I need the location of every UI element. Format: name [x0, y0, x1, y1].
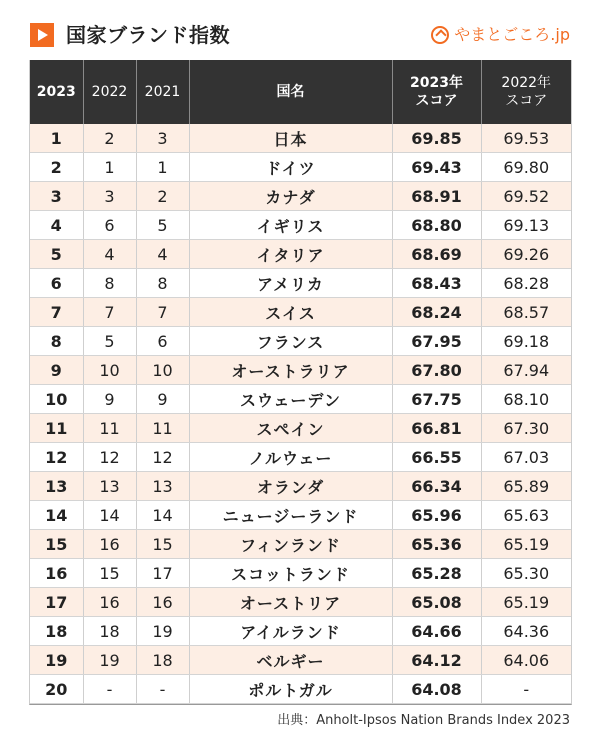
score-2023-cell: 67.95 [392, 327, 481, 356]
col-header-rank-2021: 2021 [136, 60, 189, 124]
rank-2022-cell: 13 [83, 472, 136, 501]
score-2023-cell: 65.28 [392, 559, 481, 588]
country-name-cell: カナダ [189, 182, 392, 211]
brand-name: やまとごころ.jp [454, 25, 570, 44]
score-2022-cell: 65.19 [481, 588, 571, 617]
source-note: 出典：Anholt-Ipsos Nation Brands Index 2023 [277, 713, 570, 728]
rank-2023-cell: 12 [30, 443, 83, 472]
table-row [30, 559, 571, 588]
country-name-cell: オーストラリア [189, 356, 392, 385]
country-name-cell: イタリア [189, 240, 392, 269]
rank-2022-cell: 12 [83, 443, 136, 472]
col-header-score-2022: 2022年 スコア [481, 60, 571, 124]
score-2022-cell: 69.13 [481, 211, 571, 240]
rank-2021-cell: 11 [136, 414, 189, 443]
table-row [30, 530, 571, 559]
rank-2021-cell: 18 [136, 646, 189, 675]
country-name-cell: ニュージーランド [189, 501, 392, 530]
rank-2023-cell: 8 [30, 327, 83, 356]
country-name-cell: ドイツ [189, 153, 392, 182]
score-2023-cell: 66.55 [392, 443, 481, 472]
table-row [30, 182, 571, 211]
score-2023-cell: 68.69 [392, 240, 481, 269]
col-header-rank-2022: 2022 [83, 60, 136, 124]
rank-2021-cell: 8 [136, 269, 189, 298]
rank-2023-cell: 3 [30, 182, 83, 211]
ranking-table [30, 60, 571, 704]
rank-2022-cell: 1 [83, 153, 136, 182]
score-2022-cell: 65.30 [481, 559, 571, 588]
score-2022-cell: 69.18 [481, 327, 571, 356]
country-name-cell: アメリカ [189, 269, 392, 298]
table-row [30, 472, 571, 501]
table-row [30, 588, 571, 617]
rank-2021-cell: 9 [136, 385, 189, 414]
rank-2022-cell: 19 [83, 646, 136, 675]
table-row [30, 385, 571, 414]
play-icon [30, 23, 54, 47]
rank-2023-cell: 2 [30, 153, 83, 182]
rank-2021-cell: 14 [136, 501, 189, 530]
rank-2022-cell: 11 [83, 414, 136, 443]
rank-2022-cell: 2 [83, 124, 136, 153]
score-2022-cell: 65.63 [481, 501, 571, 530]
score-2023-cell: 66.34 [392, 472, 481, 501]
rank-2023-cell: 10 [30, 385, 83, 414]
table-row [30, 240, 571, 269]
table-row [30, 298, 571, 327]
rank-2023-cell: 9 [30, 356, 83, 385]
score-2023-cell: 69.85 [392, 124, 481, 153]
score-2023-cell: 64.08 [392, 675, 481, 704]
col-header-score-2023: 2023年 スコア [392, 60, 481, 124]
rank-2021-cell: 7 [136, 298, 189, 327]
score-2022-cell: 67.94 [481, 356, 571, 385]
score-2022-cell: 65.89 [481, 472, 571, 501]
rank-2022-cell: 18 [83, 617, 136, 646]
rank-2022-cell: 14 [83, 501, 136, 530]
rank-2021-cell: 13 [136, 472, 189, 501]
table-row [30, 443, 571, 472]
table-row [30, 327, 571, 356]
rank-2023-cell: 19 [30, 646, 83, 675]
rank-2021-cell: - [136, 675, 189, 704]
table-row [30, 356, 571, 385]
rank-2021-cell: 1 [136, 153, 189, 182]
rank-2021-cell: 3 [136, 124, 189, 153]
score-2023-cell: 68.43 [392, 269, 481, 298]
col-header-country: 国名 [189, 60, 392, 124]
score-2022-cell: 69.80 [481, 153, 571, 182]
country-name-cell: スイス [189, 298, 392, 327]
score-2023-cell: 64.66 [392, 617, 481, 646]
rank-2022-cell: 7 [83, 298, 136, 327]
table-row [30, 269, 571, 298]
rank-2022-cell: 8 [83, 269, 136, 298]
rank-2021-cell: 16 [136, 588, 189, 617]
score-2022-cell: 68.10 [481, 385, 571, 414]
score-2022-cell: 69.53 [481, 124, 571, 153]
country-name-cell: ポルトガル [189, 675, 392, 704]
page-title: 国家ブランド指数 [66, 23, 230, 47]
table-row [30, 124, 571, 153]
table-row [30, 153, 571, 182]
rank-2023-cell: 16 [30, 559, 83, 588]
country-name-cell: ベルギー [189, 646, 392, 675]
rank-2023-cell: 5 [30, 240, 83, 269]
score-2023-cell: 65.96 [392, 501, 481, 530]
country-name-cell: スペイン [189, 414, 392, 443]
score-2022-cell: 69.52 [481, 182, 571, 211]
rank-2021-cell: 5 [136, 211, 189, 240]
rank-2023-cell: 7 [30, 298, 83, 327]
country-name-cell: フランス [189, 327, 392, 356]
rank-2022-cell: 5 [83, 327, 136, 356]
yamatogokoro-logo-icon [431, 26, 449, 44]
rank-2022-cell: 9 [83, 385, 136, 414]
rank-2022-cell: 16 [83, 588, 136, 617]
rank-2021-cell: 10 [136, 356, 189, 385]
page-header [30, 20, 570, 50]
rank-2021-cell: 17 [136, 559, 189, 588]
country-name-cell: オーストリア [189, 588, 392, 617]
score-2022-cell: 69.26 [481, 240, 571, 269]
score-2022-cell: 68.57 [481, 298, 571, 327]
score-2023-cell: 64.12 [392, 646, 481, 675]
rank-2023-cell: 11 [30, 414, 83, 443]
rank-2023-cell: 18 [30, 617, 83, 646]
table-row [30, 211, 571, 240]
rank-2022-cell: 10 [83, 356, 136, 385]
rank-2022-cell: 15 [83, 559, 136, 588]
table-row [30, 501, 571, 530]
rank-2023-cell: 14 [30, 501, 83, 530]
country-name-cell: オランダ [189, 472, 392, 501]
table-body [30, 124, 571, 704]
rank-2023-cell: 17 [30, 588, 83, 617]
score-2022-cell: 64.36 [481, 617, 571, 646]
score-2023-cell: 69.43 [392, 153, 481, 182]
rank-2021-cell: 2 [136, 182, 189, 211]
rank-2023-cell: 15 [30, 530, 83, 559]
score-2023-cell: 68.91 [392, 182, 481, 211]
score-2022-cell: 67.30 [481, 414, 571, 443]
score-2022-cell: 68.28 [481, 269, 571, 298]
rank-2023-cell: 13 [30, 472, 83, 501]
country-name-cell: フィンランド [189, 530, 392, 559]
rank-2021-cell: 4 [136, 240, 189, 269]
rank-2022-cell: 3 [83, 182, 136, 211]
rank-2023-cell: 6 [30, 269, 83, 298]
score-2022-cell: - [481, 675, 571, 704]
table-row [30, 675, 571, 704]
country-name-cell: イギリス [189, 211, 392, 240]
table-row [30, 617, 571, 646]
score-2022-cell: 67.03 [481, 443, 571, 472]
rank-2022-cell: - [83, 675, 136, 704]
score-2022-cell: 65.19 [481, 530, 571, 559]
score-2023-cell: 68.24 [392, 298, 481, 327]
country-name-cell: 日本 [189, 124, 392, 153]
rank-2021-cell: 6 [136, 327, 189, 356]
rank-2023-cell: 20 [30, 675, 83, 704]
col-header-rank-2023: 2023 [30, 60, 83, 124]
brand-logo [431, 24, 570, 46]
score-2022-cell: 64.06 [481, 646, 571, 675]
score-2023-cell: 67.80 [392, 356, 481, 385]
table-header-row [30, 60, 571, 124]
table-row [30, 414, 571, 443]
ranking-table-container [29, 60, 572, 705]
rank-2022-cell: 4 [83, 240, 136, 269]
rank-2022-cell: 16 [83, 530, 136, 559]
rank-2023-cell: 4 [30, 211, 83, 240]
rank-2021-cell: 15 [136, 530, 189, 559]
score-2023-cell: 68.80 [392, 211, 481, 240]
score-2023-cell: 65.08 [392, 588, 481, 617]
score-2023-cell: 65.36 [392, 530, 481, 559]
score-2023-cell: 66.81 [392, 414, 481, 443]
rank-2021-cell: 19 [136, 617, 189, 646]
country-name-cell: ノルウェー [189, 443, 392, 472]
country-name-cell: アイルランド [189, 617, 392, 646]
country-name-cell: スウェーデン [189, 385, 392, 414]
rank-2021-cell: 12 [136, 443, 189, 472]
table-row [30, 646, 571, 675]
country-name-cell: スコットランド [189, 559, 392, 588]
score-2023-cell: 67.75 [392, 385, 481, 414]
rank-2023-cell: 1 [30, 124, 83, 153]
rank-2022-cell: 6 [83, 211, 136, 240]
